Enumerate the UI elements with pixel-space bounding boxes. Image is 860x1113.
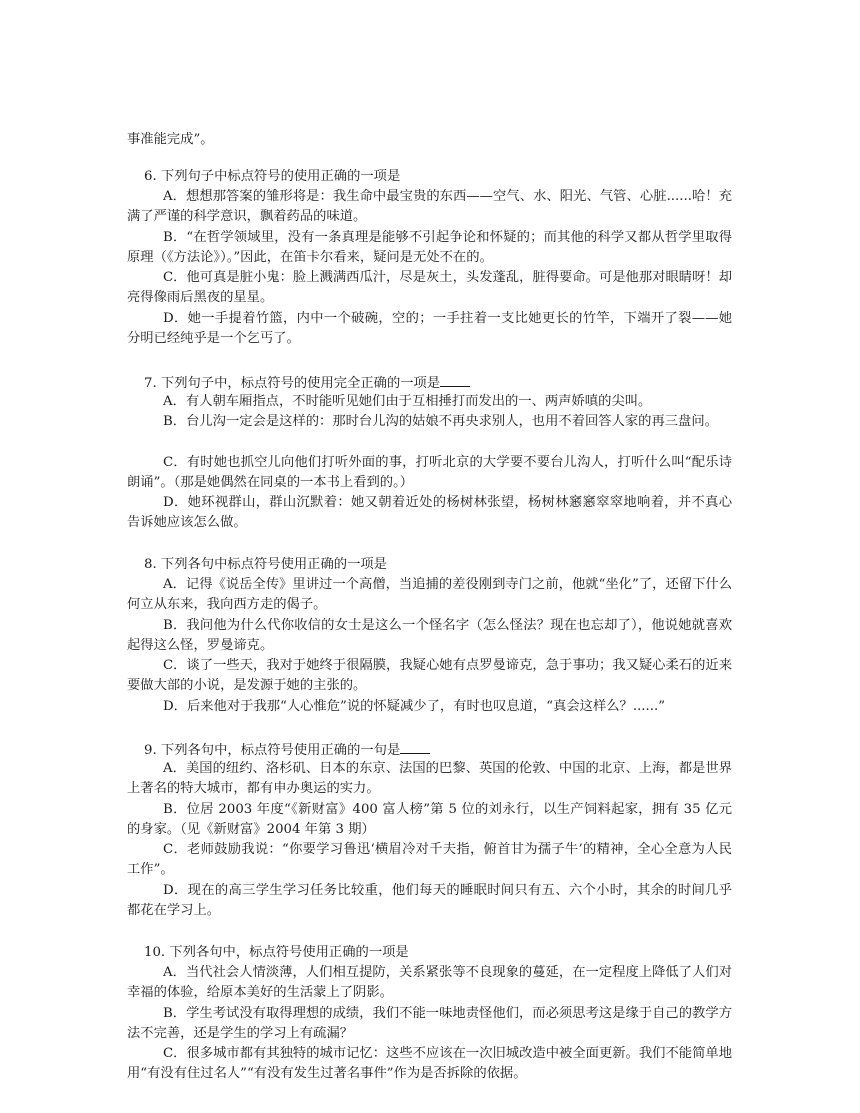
answer-blank <box>440 372 470 387</box>
question-8-stem: 8. 下列各句中标点符号使用正确的一项是 <box>144 557 387 572</box>
question-7-option-a: A．有人朝车厢指点，不时能听见她们由于互相捶打而发出的一、两声娇嗔的尖叫。 <box>163 394 652 409</box>
answer-blank <box>400 739 430 754</box>
question-7-option-d: D．她环视群山，群山沉默着：她又朝着近处的杨树林张望，杨树林窸窸窣窣地响着，并不真心告诉她应该怎么做。 <box>127 495 732 531</box>
question-6-option-d: D．她一手提着竹篮，内中一个破碗，空的；一手拄着一支比她更长的竹竿，下端开了裂——她分明已经纯乎是一个乞丐了。 <box>127 311 732 347</box>
question-10-option-b: B．学生考试没有取得理想的成绩，我们不能一味地责怪他们，而必须思考这是缘于自己的教学方法不完善，还是学生的学习上有疏漏？ <box>127 1006 732 1042</box>
question-7-option-c: C．有时她也抓空儿向他们打听外面的事，打听北京的大学要不要台儿沟人，打听什么叫“配乐诗朗诵”。（那是她偶然在同桌的一本书上看到的。） <box>127 455 732 491</box>
question-8-option-c: C．谈了一些天，我对于她终于很隔膜，我疑心她有点罗曼谛克，急于事功；我又疑心柔石的近来要做大部的小说，是发源于她的主张的。 <box>127 658 732 694</box>
question-9-option-a: A．美国的纽约、洛杉矶、日本的东京、法国的巴黎、英国的伦敦、中国的北京、上海，都是世界上著名的特大城市，都有申办奥运的实力。 <box>127 761 732 797</box>
question-6-stem: 6. 下列句子中标点符号的使用正确的一项是 <box>144 169 401 184</box>
question-6-option-b: B．“在哲学领域里，没有一条真理是能够不引起争论和怀疑的；而其他的科学又都从哲学里取得原理（《方法论》）。”因此，在笛卡尔看来，疑问是无处不在的。 <box>127 230 732 266</box>
question-10-stem: 10. 下列各句中，标点符号使用正确的一项是 <box>144 945 409 960</box>
question-6-option-a: A．想想那答案的雏形将是：我生命中最宝贵的东西——空气、水、阳光、气管、心脏......哈！充满了严谨的科学意识，飘着药品的味道。 <box>127 189 732 225</box>
question-9-stem: 9. 下列各句中，标点符号使用正确的一句是 <box>144 739 744 761</box>
question-8-option-a: A．记得《说岳全传》里讲过一个高僧，当追捕的差役刚到寺门之前，他就“坐化”了，还留下什么何立从东来，我向西方走的偈子。 <box>127 577 732 613</box>
intro-line: 事准能完成”。 <box>127 132 214 147</box>
question-10-option-c: C．很多城市都有其独特的城市记忆：这些不应该在一次旧城改造中被全面更新。我们不能简单地用“有没有住过名人”“有没有发生过著名事件”作为是否拆除的依据。 <box>127 1046 732 1082</box>
question-10-option-a: A．当代社会人情淡薄，人们相互提防，关系紧张等不良现象的蔓延，在一定程度上降低了人们对幸福的体验，给原本美好的生活蒙上了阴影。 <box>127 965 732 1001</box>
question-9-option-d: D．现在的高三学生学习任务比较重，他们每天的睡眠时间只有五、六个小时，其余的时间几乎都花在学习上。 <box>127 883 732 919</box>
question-9-option-c: C．老师鼓励我说：“你要学习鲁迅‘横眉冷对千夫指，俯首甘为孺子牛’的精神，全心全意为人民工作”。 <box>127 842 732 878</box>
question-8-option-b: B．我问他为什么代你收信的女士是这么一个怪名字（怎么怪法？现在也忘却了），他说她就喜欢起得这么怪，罗曼谛克。 <box>127 618 732 654</box>
question-7-option-b: B．台儿沟一定会是这样的：那时台儿沟的姑娘不再央求别人，也用不着回答人家的再三盘问。 <box>163 414 718 429</box>
question-6-option-c: C．他可真是脏小鬼：脸上溅满西瓜汁，尽是灰土，头发蓬乱，脏得要命。可是他那对眼睛呀！却亮得像雨后黑夜的星星。 <box>127 270 732 306</box>
question-7-stem: 7. 下列句子中，标点符号的使用完全正确的一项是 <box>144 372 744 394</box>
question-9-option-b: B．位居 2003 年度“《新财富》400 富人榜”第 5 位的刘永行，以生产饲料起家，拥有 35 亿元的身家。（见《新财富》2004 年第 3 期） <box>127 802 732 838</box>
question-8-option-d: D．后来他对于我那“人心惟危”说的怀疑减少了，有时也叹息道，“真会这样么？......” <box>163 699 666 714</box>
